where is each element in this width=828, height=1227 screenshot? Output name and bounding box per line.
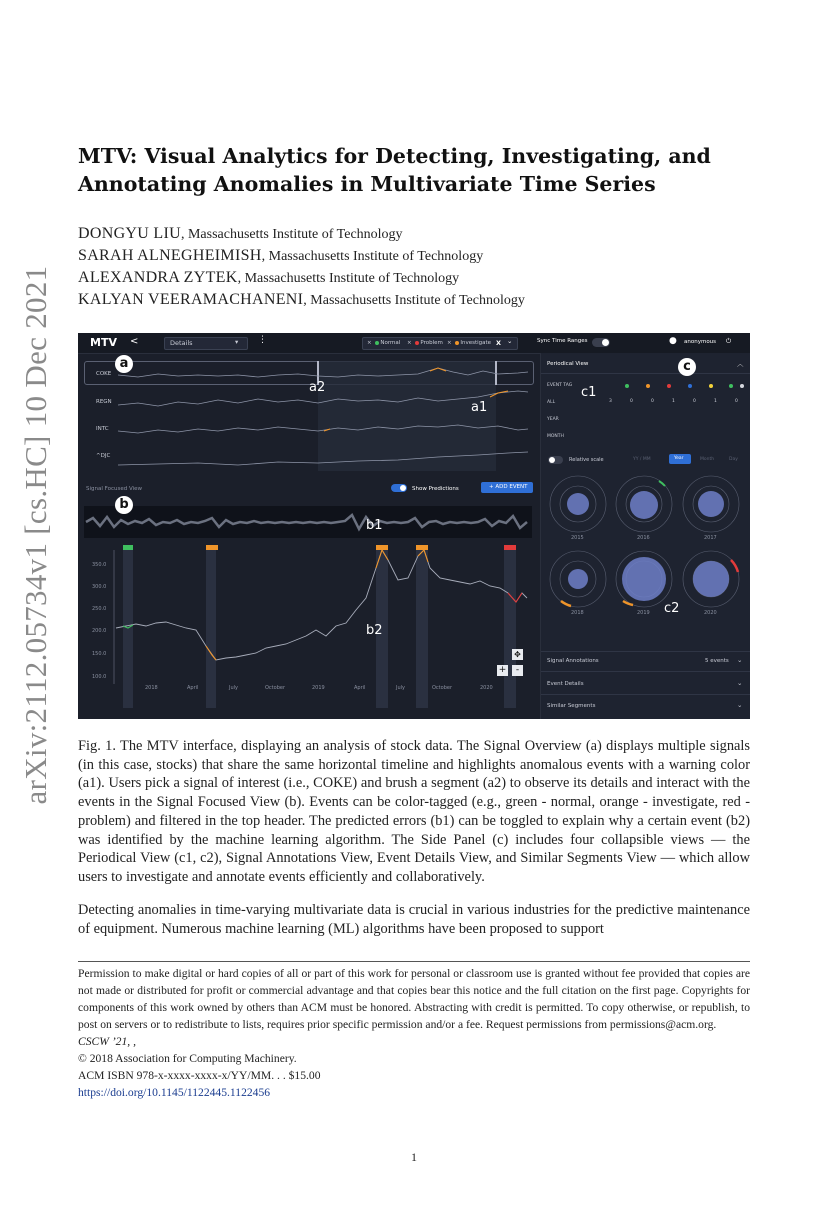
details-dropdown-label: Details [170, 339, 193, 347]
scale-tab-active[interactable] [669, 454, 691, 464]
year-label: 2017 [704, 535, 717, 541]
radial-blob-2017 [698, 491, 724, 517]
arxiv-stamp [14, 240, 58, 830]
signal-annotations-title[interactable]: Signal Annotations [547, 658, 599, 664]
y-tick-label: 100.0 [92, 674, 107, 680]
author-name: DONGYU LIU [78, 225, 181, 242]
power-icon[interactable]: ⏻ [726, 337, 732, 345]
doi-link[interactable]: https://doi.org/10.1145/1122445.1122456 [78, 1086, 271, 1099]
focused-view-title: Signal Focused View [86, 486, 143, 492]
radial-blob-2019 [622, 557, 666, 601]
more-menu-button[interactable]: ⋮ [258, 335, 267, 345]
author-name: KALYAN VEERAMACHANENI [78, 291, 304, 308]
expand-icon[interactable]: ⌄ [737, 656, 743, 664]
add-event-button[interactable] [481, 482, 533, 493]
author-line [78, 225, 403, 243]
filter-tag-investigate-label: Investigate [460, 340, 492, 346]
year-label: 2018 [571, 610, 584, 616]
pan-icon[interactable]: ✥ [512, 649, 523, 660]
scale-tab[interactable]: Day [729, 457, 738, 462]
filter-tag-normal[interactable]: × Normal [367, 340, 401, 346]
tag-dot-icon [688, 384, 692, 388]
author-affiliation: , Massachusetts Institute of Technology [261, 249, 484, 264]
show-predictions-label: Show Predictions [412, 486, 459, 492]
x-tick-label: October [265, 685, 286, 691]
sync-time-ranges-label: Sync Time Ranges [537, 338, 588, 344]
y-tick-label: 300.0 [92, 584, 107, 590]
event-count: 0 [651, 399, 654, 404]
label-b1: b1 [366, 518, 383, 533]
row-label: ALL [547, 400, 556, 405]
x-tick-label: 2019 [312, 685, 325, 691]
x-tick-label: April [354, 685, 366, 691]
event-details-title[interactable]: Event Details [547, 681, 584, 687]
expand-icon[interactable]: ⌄ [737, 679, 743, 687]
top-header [78, 333, 750, 354]
tag-dot-icon [709, 384, 713, 388]
scale-tab[interactable]: YY / MM [633, 457, 651, 462]
tag-dot-icon [667, 384, 671, 388]
year-label: 2016 [637, 535, 650, 541]
tag-dot-icon [646, 384, 650, 388]
periodical-radial-charts[interactable] [541, 471, 750, 651]
periodical-view-title: Periodical View [547, 361, 589, 367]
y-tick-label: 250.0 [92, 606, 107, 612]
sync-toggle[interactable] [592, 338, 610, 347]
marker-b: b [115, 496, 133, 514]
figure-caption: Fig. 1. The MTV interface, displaying an analysis of stock data. The Signal Overview (a) displays multiple signals (in this case, stocks) that share the same horizontal timeline and highlights anomalous events with a warning color (a1). Users pick a signal of interest (i.e., COKE) and brush a segment (a2) to observe its details and interact with the events in the Signal Focused View (b). Events can be color-tagged (e.g., green - normal, orange - investigate, red - problem) and filtered in the top header. The predicted errors (b1) can be toggled to explain why a certain event (b2) was identified by the machine learning algorithm. The Side Panel (c) includes four collapsible views — the Periodical View (c1, c2), Signal Annotations View, Event Details View, and Similar Segments View — which allow users to investigate and annotate events efficiently and collaboratively. [78, 738, 750, 885]
tag-dot-icon [740, 384, 744, 388]
isbn: ACM ISBN 978-x-xxxx-xxxx-x/YY/MM. . . $15.00 [78, 1069, 321, 1082]
label-b2: b2 [366, 623, 383, 638]
radial-event-arc [623, 601, 633, 605]
problem-dot-icon [415, 341, 419, 345]
zoom-in-button[interactable]: + [498, 665, 507, 675]
stock-price-line [116, 550, 527, 660]
show-predictions-toggle[interactable] [391, 484, 407, 492]
signal-name[interactable]: INTC [96, 426, 109, 432]
row-label: MONTH [547, 434, 564, 439]
x-tick-label: July [396, 685, 405, 691]
marker-c: c [678, 358, 696, 376]
brushed-segment[interactable] [318, 361, 496, 471]
author-line [78, 269, 459, 287]
event-band[interactable] [416, 548, 428, 708]
year-label: 2020 [704, 610, 717, 616]
focused-view-chart[interactable] [78, 498, 538, 719]
details-dropdown[interactable] [164, 337, 248, 350]
normal-dot-icon [375, 341, 379, 345]
radial-event-arc [731, 560, 738, 572]
user-avatar-icon: ● [669, 336, 677, 346]
footnote [78, 965, 750, 1101]
filter-tag-normal-label: Normal [380, 340, 401, 346]
author-line [78, 291, 525, 309]
radial-blob-2015 [567, 493, 589, 515]
event-count: 0 [630, 399, 633, 404]
row-label: YEAR [547, 417, 559, 422]
signal-overview-chart[interactable] [78, 353, 538, 475]
label-a2: a2 [309, 380, 326, 395]
add-event-label: + ADD EVENT [489, 484, 528, 490]
event-count: 0 [735, 399, 738, 404]
app-logo: MTV [90, 336, 117, 349]
event-count: 0 [693, 399, 696, 404]
x-tick-label: July [229, 685, 238, 691]
y-tick-label: 350.0 [92, 562, 107, 568]
radial-blob-2018 [568, 569, 588, 589]
radial-blob-2020 [693, 561, 729, 597]
page-number: 1 [411, 1150, 417, 1164]
radial-event-arc [659, 481, 665, 486]
radial-event-arc [561, 601, 571, 606]
zoom-out-button[interactable]: - [512, 665, 523, 676]
label-a1: a1 [471, 400, 488, 415]
relative-scale-label: Relative scale [569, 457, 604, 463]
figure-mtv-interface [78, 333, 750, 719]
event-tag-investigate[interactable] [206, 545, 218, 550]
event-filter[interactable] [362, 337, 518, 350]
tag-dot-icon [729, 384, 733, 388]
signal-name[interactable]: COKE [96, 371, 112, 377]
x-tick-label: April [187, 685, 199, 691]
event-tag-normal[interactable] [123, 545, 133, 550]
venue: CSCW ’21, , [78, 1035, 136, 1048]
signal-name[interactable]: ^DJC [96, 453, 111, 459]
x-tick-label: 2020 [480, 685, 493, 691]
collapse-icon[interactable]: ︿ [737, 360, 744, 368]
chevron-down-icon: ▾ [235, 338, 239, 346]
signal-name[interactable]: REGN [96, 399, 112, 405]
paper-title: MTV: Visual Analytics for Detecting, Investigating, and Annotating Anomalies in Multivariate Time Series [78, 144, 711, 196]
intro-paragraph: Detecting anomalies in time-varying multivariate data is crucial in various industries for the predictive maintenance of equipment. Numerous machine learning (ML) algorithms have been proposed to support [78, 902, 750, 937]
investigate-dot-icon [455, 341, 459, 345]
event-count: 1 [714, 399, 717, 404]
author-affiliation: , Massachusetts Institute of Technology [237, 271, 460, 286]
event-band[interactable] [504, 548, 516, 708]
relative-scale-toggle[interactable] [548, 456, 563, 464]
event-tag-investigate[interactable] [416, 545, 428, 550]
author-affiliation: , Massachusetts Institute of Technology [303, 293, 525, 308]
expand-icon[interactable]: ⌄ [737, 701, 743, 709]
row-label: EVENT TAG [547, 383, 573, 388]
author-affiliation: , Massachusetts Institute of Technology [180, 227, 403, 242]
footnote-rule [78, 961, 750, 962]
filter-chevron-icon[interactable]: ⌄ [507, 337, 513, 345]
event-band[interactable] [206, 548, 216, 708]
filter-tag-problem[interactable]: × Problem [407, 340, 443, 346]
similar-segments-title[interactable]: Similar Segments [547, 703, 596, 709]
label-c2: c2 [664, 601, 680, 616]
copyright: © 2018 Association for Computing Machinery. [78, 1052, 297, 1065]
y-tick-label: 150.0 [92, 651, 107, 657]
back-button[interactable]: < [130, 336, 139, 347]
event-count: 3 [609, 399, 612, 404]
x-tick-label: 2018 [145, 685, 158, 691]
events-count: 5 events [705, 658, 729, 664]
clear-filter-button[interactable]: X [496, 339, 502, 347]
year-label: 2019 [637, 610, 650, 616]
x-tick-label: October [432, 685, 453, 691]
radial-blob-2016 [630, 491, 658, 519]
event-count: 1 [672, 399, 675, 404]
filter-tag-problem-label: Problem [420, 340, 443, 346]
y-tick-label: 200.0 [92, 628, 107, 634]
author-name: SARAH ALNEGHEIMISH [78, 247, 262, 264]
author-name: ALEXANDRA ZYTEK [78, 269, 238, 286]
marker-a: a [115, 355, 133, 373]
year-label: 2015 [571, 535, 584, 541]
scale-tab-label: Year [674, 456, 684, 461]
tag-dot-icon [625, 384, 629, 388]
event-tag-problem[interactable] [504, 545, 516, 550]
permission-notice: Permission to make digital or hard copies of all or part of this work for personal or classroom use is granted without fee provided that copies are not made or distributed for profit or commercial advantage and that copies bear this notice and the full citation on the first page. Copyrights for components of this work owned by others than ACM must be honored. Abstracting with credit is permitted. To copy otherwise, or republish, to post on servers or to redistribute to lists, requires prior specific permission and/or a fee. Request permissions from permissions@acm.org. [78, 967, 750, 1031]
arxiv-stamp-text: arXiv:2112.05734v1 [cs.HC] 10 Dec 2021 [18, 265, 53, 805]
label-c1: c1 [581, 385, 597, 400]
author-line [78, 247, 483, 265]
scale-tab[interactable]: Month [700, 457, 715, 462]
filter-tag-investigate[interactable]: × Investigate [447, 340, 492, 346]
user-name: anonymous [684, 339, 717, 345]
side-panel [540, 353, 750, 719]
